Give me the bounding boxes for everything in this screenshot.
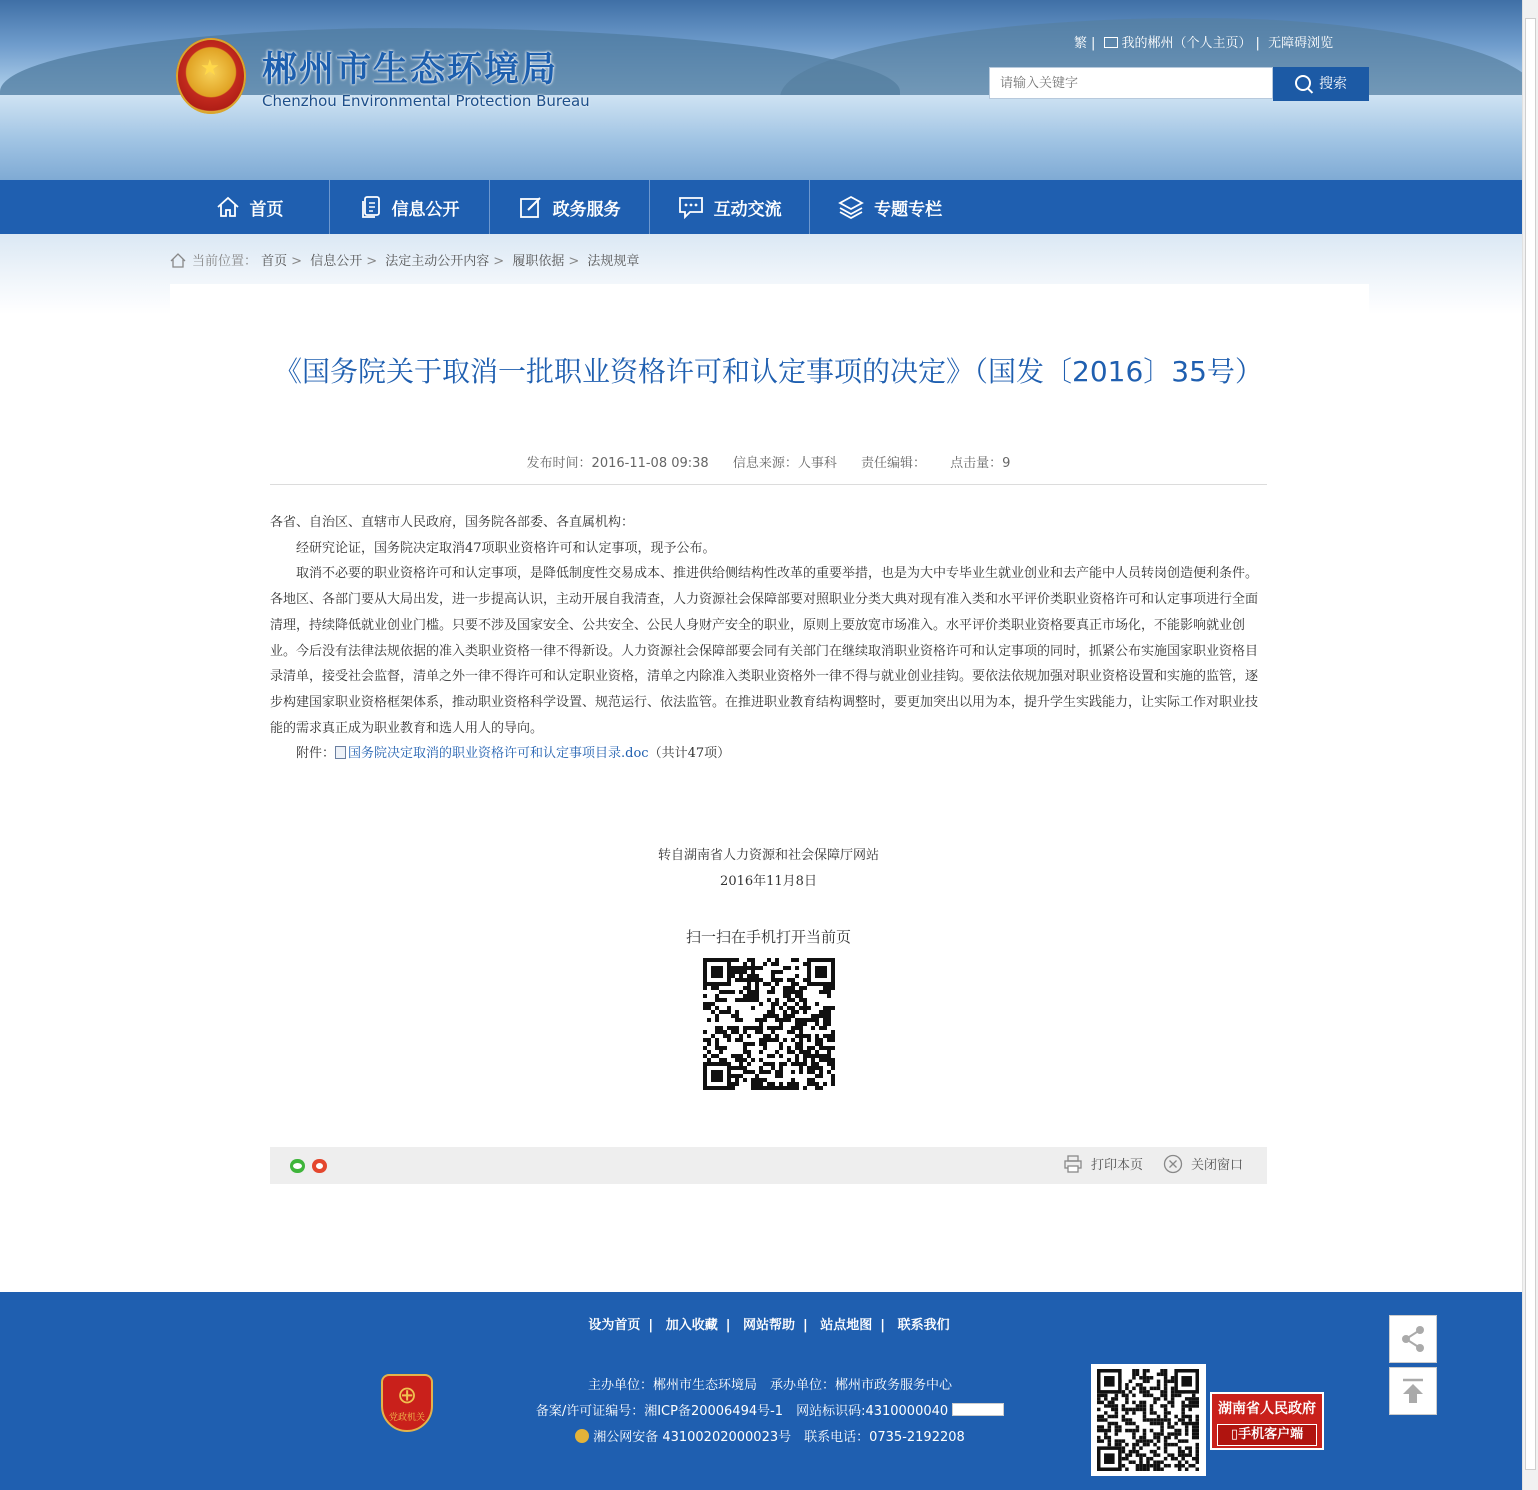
search-button[interactable]: [1273, 67, 1369, 101]
nav-label: 政务服务: [552, 199, 621, 220]
back-to-top-icon: [1390, 1368, 1436, 1414]
attachment-label: 附件：: [296, 746, 336, 762]
traditional-chinese-link[interactable]: 繁: [1074, 36, 1088, 51]
top-links: 繁 | 我的郴州（个人主页） | 无障碍浏览: [1074, 36, 1334, 51]
hunan-app-badge[interactable]: [1210, 1392, 1324, 1450]
footer-qr-pattern: [1097, 1369, 1199, 1471]
chat-icon: [678, 195, 704, 219]
breadcrumb-item-regulations[interactable]: 法规规章: [587, 254, 640, 269]
nav-item-gov-service[interactable]: [490, 180, 650, 234]
breadcrumb-item-home[interactable]: 首页: [261, 254, 288, 269]
layers-icon: [838, 195, 864, 219]
nav-label: 首页: [249, 199, 284, 220]
home-icon: [170, 253, 186, 268]
footer-qr-code: [1091, 1364, 1206, 1476]
close-window-button[interactable]: [1163, 1147, 1243, 1184]
party-gov-badge[interactable]: [381, 1374, 433, 1432]
footer-link-contact[interactable]: 联系我们: [897, 1318, 950, 1333]
police-text[interactable]: 湘公网安备 43100202000023号 联系电话：0735-2192208: [593, 1430, 965, 1445]
breadcrumb-item-statutory[interactable]: 法定主动公开内容: [385, 254, 490, 269]
back-to-top-button[interactable]: [1389, 1367, 1437, 1415]
footer-links: 设为首页 | 加入收藏 | 网站帮助 | 站点地图 | 联系我们: [588, 1318, 950, 1333]
nav-label: 互动交流: [713, 199, 782, 220]
document-icon: [360, 195, 382, 219]
article-body: [270, 510, 1267, 767]
monitor-icon: [1104, 37, 1118, 48]
print-label: 打印本页: [1091, 1158, 1144, 1173]
print-button[interactable]: [1063, 1147, 1143, 1184]
article-toolbar: [270, 1147, 1267, 1184]
article-title: 《国务院关于取消一批职业资格许可和认定事项的决定》（国发〔2016〕35号）: [274, 355, 1263, 388]
paragraph: 取消不必要的职业资格许可和认定事项，是降低制度性交易成本、推进供给侧结构性改革的重要举措，也是为大中专毕业生就业创业和去产能中人员转岗创造便利条件。各地区、各部门要从大局出发，进一步提高认识，主动开展自我清查，人力资源社会保障部要对照职业分类大典对现有准入类和水平评价类职业资格许可和认定事项进行全面清理，持续降低就业创业门槛。只要不涉及国家安全、公共安全、公民人身财产安全的职业，原则上要放宽市场准入。水平评价类职业资格要真正市场化，不能影响就业创业。今后没有法律法规依据的准入类职业资格一律不得新设。人力资源社会保障部要会同有关部门在继续取消职业资格许可和认定事项的同时，抓紧公布实施国家职业资格目录清单，接受社会监督，清单之外一律不得许可和认定职业资格，清单之内除准入类职业资格外一律不得与就业创业挂钩。要依法依规加强对职业资格设置和实施的监管，逐步构建国家职业资格框架体系，推动职业资格科学设置、规范运行、依法监管。在推进职业教育结构调整时，要更加突出以用为本，提升学生实践能力，让实际工作对职业技能的需求真正成为职业教育和选人用人的导向。: [270, 566, 1259, 736]
title-divider: [270, 484, 1267, 485]
breadcrumb-item-duty-basis[interactable]: 履职依据: [512, 254, 565, 269]
scrollbar-thumb[interactable]: [1525, 18, 1536, 1470]
scrollbar[interactable]: [1522, 0, 1538, 1490]
repost-source: 转自湖南省人力资源和社会保障厅网站: [657, 848, 879, 863]
main-nav: [0, 180, 1522, 234]
scan-instruction: 扫一扫在手机打开当前页: [685, 928, 851, 946]
share-icon: [1390, 1316, 1436, 1362]
party-emblem-icon: ⊕: [396, 1381, 418, 1409]
party-badge-label: 党政机关: [388, 1413, 425, 1423]
police-badge-icon: [575, 1429, 589, 1443]
content-card: [170, 284, 1369, 1292]
footer-police: [420, 1426, 1120, 1445]
salutation: 各省、自治区、直辖市人民政府，国务院各部委、各直属机构：: [270, 515, 635, 530]
paragraph: 经研究论证，国务院决定取消47项职业资格许可和认定事项，现予公布。: [296, 540, 716, 556]
footer-link-help[interactable]: 网站帮助: [742, 1318, 795, 1333]
article-meta: [270, 452, 1267, 471]
breadcrumb: 当前位置： 首页 > 信息公开 > 法定主动公开内容 > 履职依据 > 法规规章: [170, 250, 639, 269]
weibo-share-icon[interactable]: [312, 1159, 327, 1173]
nav-label: 信息公开: [391, 199, 460, 220]
printer-icon: [1063, 1154, 1083, 1174]
hit-count: 点击量：9: [950, 456, 1011, 471]
search-button-label: 搜索: [1319, 76, 1347, 92]
close-icon: [1163, 1154, 1183, 1174]
wechat-share-icon[interactable]: [290, 1159, 305, 1173]
accessibility-link[interactable]: 无障碍浏览: [1268, 36, 1334, 51]
close-label: 关闭窗口: [1191, 1158, 1244, 1173]
site-title[interactable]: 郴州市生态环境局: [262, 50, 559, 90]
icp-text[interactable]: 备案/许可证编号：湘ICP备20006494号-1 网站标识码:4310000040: [535, 1404, 949, 1419]
attachment-note: （共计47项）: [648, 746, 731, 762]
footer-link-sitemap[interactable]: 站点地图: [820, 1318, 873, 1333]
nav-item-home[interactable]: [170, 180, 330, 234]
cnzz-badge-icon[interactable]: [952, 1403, 1004, 1416]
nav-item-special-topics[interactable]: [810, 180, 970, 234]
site-subtitle: Chenzhou Environmental Protection Bureau: [262, 92, 590, 110]
article-date: 2016年11月8日: [720, 874, 817, 889]
phone-icon: ▯: [1230, 1427, 1239, 1442]
footer-icp: [420, 1400, 1120, 1419]
editor: 责任编辑：: [861, 456, 927, 471]
search-icon: [1295, 75, 1311, 91]
search-input[interactable]: [990, 68, 1270, 98]
app-badge-title: 湖南省人民政府: [1218, 1401, 1316, 1417]
my-chenzhou-link[interactable]: 我的郴州（个人主页）: [1104, 36, 1252, 51]
home-icon: [216, 196, 240, 218]
footer-link-set-home[interactable]: 设为首页: [588, 1318, 641, 1333]
page-qr-code: [703, 958, 835, 1090]
breadcrumb-label: 当前位置：: [192, 254, 258, 269]
footer-sponsor: 主办单位：郴州市生态环境局 承办单位：郴州市政务服务中心: [587, 1378, 952, 1393]
nav-item-info-disclosure[interactable]: [330, 180, 490, 234]
publish-time: 发布时间：2016-11-08 09:38: [526, 456, 709, 471]
breadcrumb-item-info[interactable]: 信息公开: [310, 254, 363, 269]
edit-icon: [519, 195, 543, 219]
info-source: 信息来源：人事科: [732, 456, 837, 471]
attachment: [270, 741, 1267, 767]
national-emblem-icon: ★: [176, 38, 246, 114]
app-badge-subtitle: ▯手机客户端: [1217, 1424, 1317, 1446]
attachment-link[interactable]: 国务院决定取消的职业资格许可和认定事项目录.doc: [348, 746, 649, 762]
word-doc-icon: [335, 746, 346, 759]
nav-label: 专题专栏: [874, 199, 943, 220]
search-box: [989, 67, 1273, 99]
footer-link-favorite[interactable]: 加入收藏: [665, 1318, 718, 1333]
nav-item-interaction[interactable]: [650, 180, 810, 234]
share-float-button[interactable]: [1389, 1315, 1437, 1363]
